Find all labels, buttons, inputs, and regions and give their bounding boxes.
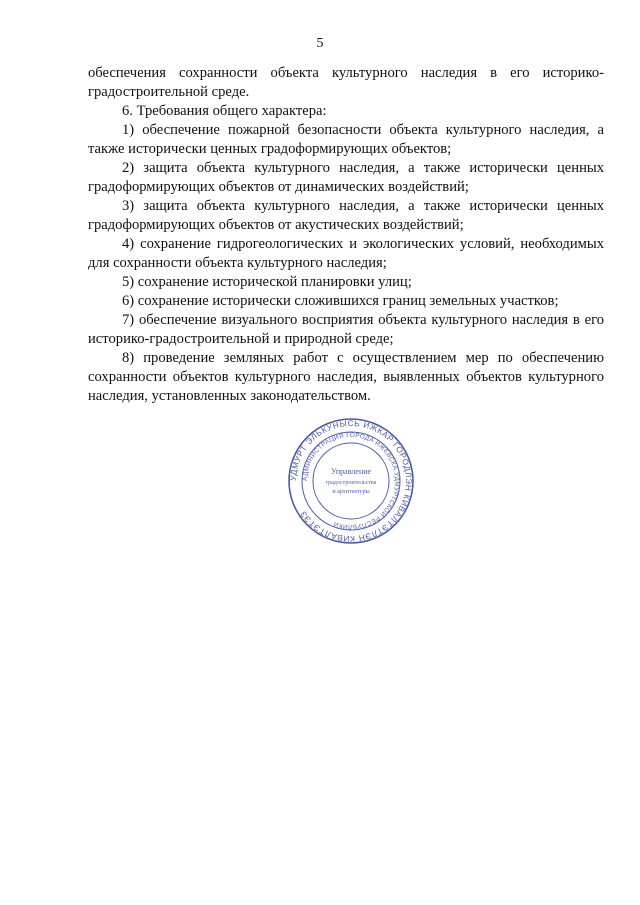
paragraph-requirement-4: 4) сохранение гидрогеологических и экологических условий, необходимых для сохранности объекта культурного наследия; — [88, 236, 604, 271]
seal-outer-text: УДМУРТ ЭЛЬКУНЫСЬ ИЖКАР ГОРОДЛЭН КИВАЛТЭТЛЭН КИВАЛТЭТЭЗ — [288, 418, 414, 544]
seal-inner-text: АДМИНИСТРАЦИЯ ГОРОДА ИЖЕВСКА УДМУРТСКОЙ РЕСПУБЛИКИ — [301, 431, 401, 531]
paragraph-requirement-6: 6) сохранение исторически сложившихся границ земельных участков; — [122, 293, 559, 309]
paragraph-requirement-8: 8) проведение земляных работ с осуществлением мер по обеспечению сохранности объектов культурного наследия, выявленных объектов культурного наследия, установленных законодательством. — [88, 350, 604, 404]
official-seal-stamp — [287, 417, 415, 545]
paragraph-general-requirements-heading: 6. Требования общего характера: — [122, 103, 327, 119]
paragraph-preservation-environment: обеспечения сохранности объекта культурного наследия в его историко-градостроительной среде. — [88, 65, 604, 100]
paragraph-requirement-2: 2) защита объекта культурного наследия, а также исторически ценных градоформирующих объектов от динамических воздействий; — [88, 160, 604, 195]
page-number: 5 — [316, 36, 324, 51]
document-body — [88, 64, 604, 406]
seal-center-line-1: Управление — [330, 467, 372, 476]
seal-center-line-3: и архитектуры — [332, 489, 370, 495]
paragraph-requirement-3: 3) защита объекта культурного наследия, а также исторически ценных градоформирующих объектов от акустических воздействий; — [88, 198, 604, 233]
seal-center-text — [326, 467, 377, 495]
paragraph-requirement-5: 5) сохранение исторической планировки улиц; — [122, 274, 412, 290]
paragraph-requirement-1: 1) обеспечение пожарной безопасности объекта культурного наследия, а также исторически ценных градоформирующих объектов; — [88, 122, 604, 157]
paragraph-requirement-7: 7) обеспечение визуального восприятия объекта культурного наследия в его историко-градостроительной и природной среде; — [88, 312, 604, 347]
seal-center-line-2: градостроительства — [325, 480, 377, 486]
